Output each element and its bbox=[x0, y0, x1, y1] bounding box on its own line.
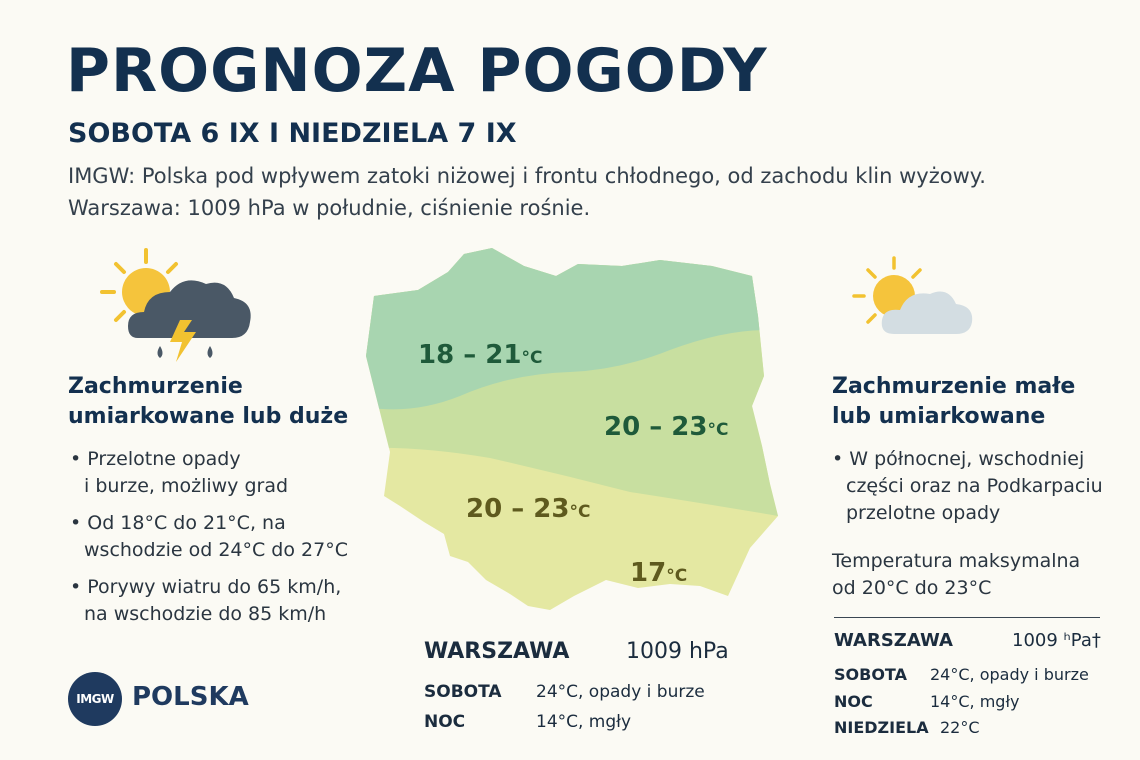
center-city-pressure: 1009 hPa bbox=[626, 639, 729, 664]
center-row-1-value: 24°C, opady i burze bbox=[536, 682, 705, 702]
map-zone-1-range: 18 – 21 bbox=[418, 340, 522, 370]
right-bullet-line-2: części oraz na Podkarpaciu bbox=[846, 475, 1103, 497]
right-bullet-line-3: przelotne opady bbox=[846, 502, 1001, 524]
map-zone-1-unit: °C bbox=[521, 348, 543, 368]
map-zone-4-range: 17 bbox=[630, 558, 667, 588]
right-row-3-value: 22°C bbox=[940, 718, 980, 737]
left-bullet-1-line-2: i burze, możliwy grad bbox=[84, 475, 289, 497]
map-zone-3-unit: °C bbox=[569, 502, 591, 522]
page-subtitle: SOBOTA 6 IX I NIEDZIELA 7 IX bbox=[68, 118, 517, 149]
map-zone-label-north bbox=[418, 340, 542, 370]
map-zone-2-unit: °C bbox=[707, 420, 729, 440]
brand-name: POLSKA bbox=[132, 682, 249, 712]
intro-text-line-1: IMGW: Polska pod wpływem zatoki niżowej i frontu chłodnego, od zachodu klin wyżowy. bbox=[68, 164, 986, 188]
right-temp-line-2: od 20°C do 23°C bbox=[832, 577, 992, 599]
center-city-name: WARSZAWA bbox=[424, 639, 570, 664]
map-zone-label-south bbox=[630, 558, 687, 588]
right-divider bbox=[834, 617, 1100, 618]
left-heading-line-2: umiarkowane lub duże bbox=[68, 404, 349, 429]
right-city-pressure: 1009 ʰPa† bbox=[1012, 630, 1101, 651]
right-row-1-label: SOBOTA bbox=[834, 665, 907, 684]
right-heading-line-1: Zachmurzenie małe bbox=[832, 374, 1076, 399]
sun-storm-cloud-icon bbox=[98, 246, 258, 364]
right-row-2-label: NOC bbox=[834, 692, 873, 711]
right-row-3-label: NIEDZIELA bbox=[834, 718, 929, 737]
center-row-1-label: SOBOTA bbox=[424, 682, 502, 702]
map-zone-label-east bbox=[604, 412, 728, 442]
intro-text-line-2: Warszawa: 1009 hPa w południe, ciśnienie rośnie. bbox=[68, 196, 591, 220]
right-city-name: WARSZAWA bbox=[834, 630, 953, 651]
right-heading-line-2: lub umiarkowane bbox=[832, 404, 1046, 429]
left-bullet-2-line-1: • Od 18°C do 21°C, na bbox=[70, 512, 286, 534]
page-title: PROGNOZA POGODY bbox=[66, 36, 768, 106]
right-bullet-line-1: • W północnej, wschodniej bbox=[832, 448, 1085, 470]
right-row-1-value: 24°C, opady i burze bbox=[930, 665, 1089, 684]
right-temp-line-1: Temperatura maksymalna bbox=[832, 550, 1081, 572]
imgw-logo: IMGW bbox=[68, 672, 122, 726]
left-bullet-3-line-2: na wschodzie do 85 km/h bbox=[84, 603, 327, 625]
left-heading-line-1: Zachmurzenie bbox=[68, 374, 243, 399]
map-zone-4-unit: °C bbox=[666, 566, 688, 586]
center-row-2-value: 14°C, mgły bbox=[536, 712, 632, 732]
left-bullet-3-line-1: • Porywy wiatru do 65 km/h, bbox=[70, 576, 342, 598]
map-zone-label-southwest bbox=[466, 494, 590, 524]
left-bullet-2-line-2: wschodzie od 24°C do 27°C bbox=[84, 539, 348, 561]
center-row-2-label: NOC bbox=[424, 712, 466, 732]
sun-cloud-icon bbox=[850, 256, 980, 342]
map-zone-3-range: 20 – 23 bbox=[466, 494, 570, 524]
right-row-2-value: 14°C, mgły bbox=[930, 692, 1020, 711]
map-zone-2-range: 20 – 23 bbox=[604, 412, 708, 442]
left-bullet-1-line-1: • Przelotne opady bbox=[70, 448, 241, 470]
